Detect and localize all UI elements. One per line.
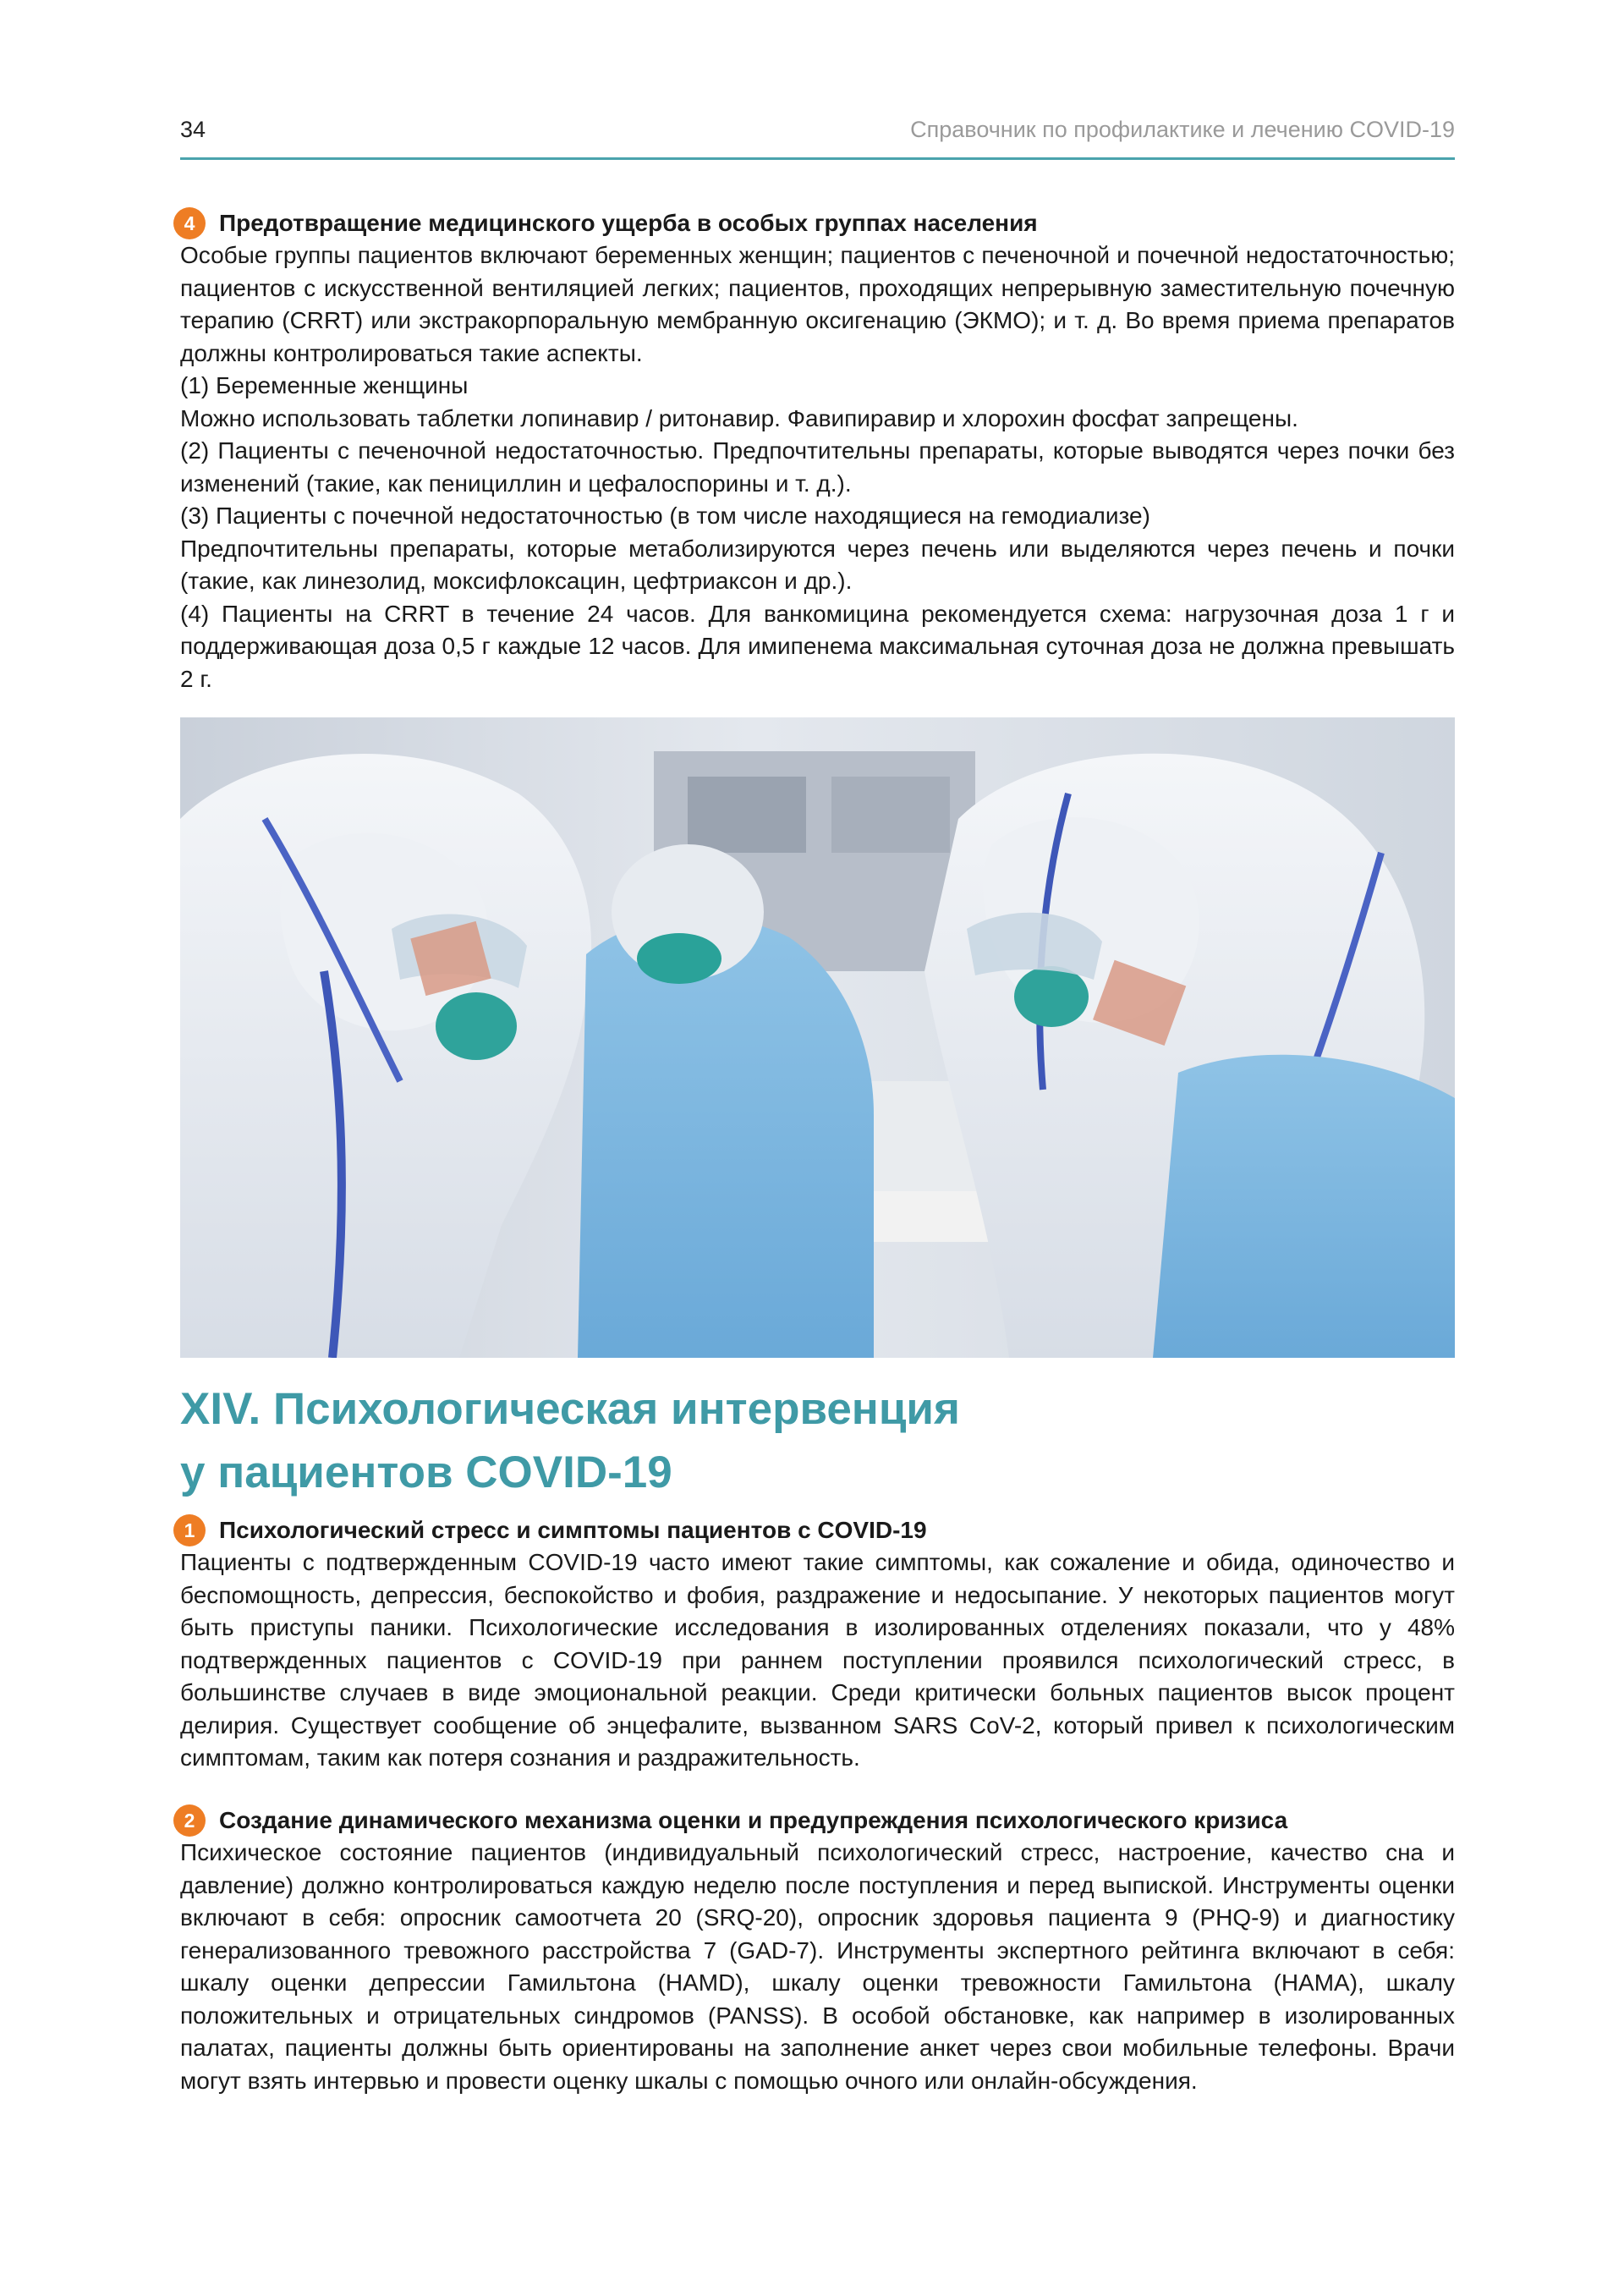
paragraph: Пациенты с подтвержденным COVID-19 часто имеют такие симптомы, как сожаление и обида, одиночество и беспомощность, депрессия, беспокойство и фобия, раздражение и недосыпание. У некоторых пациентов могут быть приступы паники. Психологические исследования в изолированных отделениях показали, что у 48% подтвержденных пациентов с COVID-19 при раннем поступлении проявился психологический стресс, в большинстве случаев в виде эмоциональной реакции. Среди критически больных пациентов высок процент делирия. Существует сообщение об энцефалите, вызванном SARS CoV-2, который привел к психологическим симптомам, таким как потеря сознания и раздражительность.	[180, 1549, 1455, 1771]
paragraph: (4) Пациенты на CRRT в течение 24 часов. Для ванкомицина рекомендуется схема: нагрузочная доза 1 г и поддерживающая доза 0,5 г каждые 12 часов. Для имипенема максимальная суточная доза не должна превышать 2 г.	[180, 600, 1455, 692]
chapter-title-line-1: XIV. Психологическая интервенция	[180, 1384, 960, 1434]
paragraph: (2) Пациенты с печеночной недостаточностью. Предпочтительны препараты, которые выводятся через почки без изменений (такие, как пенициллин и цефалоспорины и т. д.).	[180, 437, 1455, 497]
page-header	[180, 117, 1455, 157]
chapter-title	[180, 1377, 1455, 1504]
medical-staff-photo	[180, 717, 1455, 1358]
section-heading	[180, 1514, 1455, 1546]
number-badge: 4	[173, 207, 206, 239]
number-badge: 1	[173, 1514, 206, 1546]
section-title: Психологический стресс и симптомы пациентов с COVID-19	[219, 1517, 927, 1543]
paragraph: (3) Пациенты с почечной недостаточностью (в том числе находящиеся на гемодиализе)	[180, 503, 1150, 529]
section-1	[180, 1514, 1455, 1775]
paragraph: (1) Беременные женщины	[180, 372, 469, 398]
running-title: Справочник по профилактике и лечению COVID-19	[910, 117, 1455, 142]
number-badge: 2	[173, 1804, 206, 1837]
paragraph: Особые группы пациентов включают беременных женщин; пациентов с печеночной и почечной недостаточностью; пациентов с искусственной вентиляцией легких; пациентов, проходящих непрерывную заместительную почечную терапию (CRRT) или экстракорпоральную мембранную оксигенацию (ЭКМО); и т. д. Во время приема препаратов должны контролироваться такие аспекты.	[180, 242, 1455, 366]
section-2	[180, 1804, 1455, 2097]
paragraph: Предпочтительны препараты, которые метаболизируются через печень или выделяются через печень и почки (такие, как линезолид, моксифлоксацин, цефтриаксон и др.).	[180, 535, 1455, 594]
page-number: 34	[180, 117, 206, 142]
paragraph: Психическое состояние пациентов (индивидуальный психологический стресс, настроение, качество сна и давление) должно контролироваться каждую неделю после поступления и перед выпиской. Инструменты оценки включают в себя: опросник самоотчета 20 (SRQ-20), опросник здоровья пациента 9 (PHQ-9) и диагностику генерализованного тревожного расстройства 7 (GAD-7). Инструменты экспертного рейтинга включают в себя: шкалу оценки депрессии Гамильтона (HAMD), шкалу оценки тревожности Гамильтона (HAMA), шкалу положительных и отрицательных синдромов (PANSS). В особой обстановке, как например в изолированных палатах, пациенты должны быть ориентированы на заполнение анкет через свои мобильные телефоны. Врачи могут взять интервью и провести оценку шкалы с помощью очного или онлайн-обсуждения.	[180, 1839, 1455, 2094]
section-4	[180, 207, 1455, 695]
paragraph: Можно использовать таблетки лопинавир / ритонавир. Фавипиравир и хлорохин фосфат запрещены.	[180, 404, 1298, 431]
header-rule	[180, 157, 1455, 160]
section-title: Создание динамического механизма оценки и предупреждения психологического кризиса	[219, 1807, 1288, 1833]
chapter-title-line-2: у пациентов COVID-19	[180, 1447, 672, 1497]
section-heading	[180, 207, 1455, 239]
section-title: Предотвращение медицинского ущерба в особых группах населения	[219, 210, 1038, 236]
section-heading	[180, 1804, 1455, 1837]
